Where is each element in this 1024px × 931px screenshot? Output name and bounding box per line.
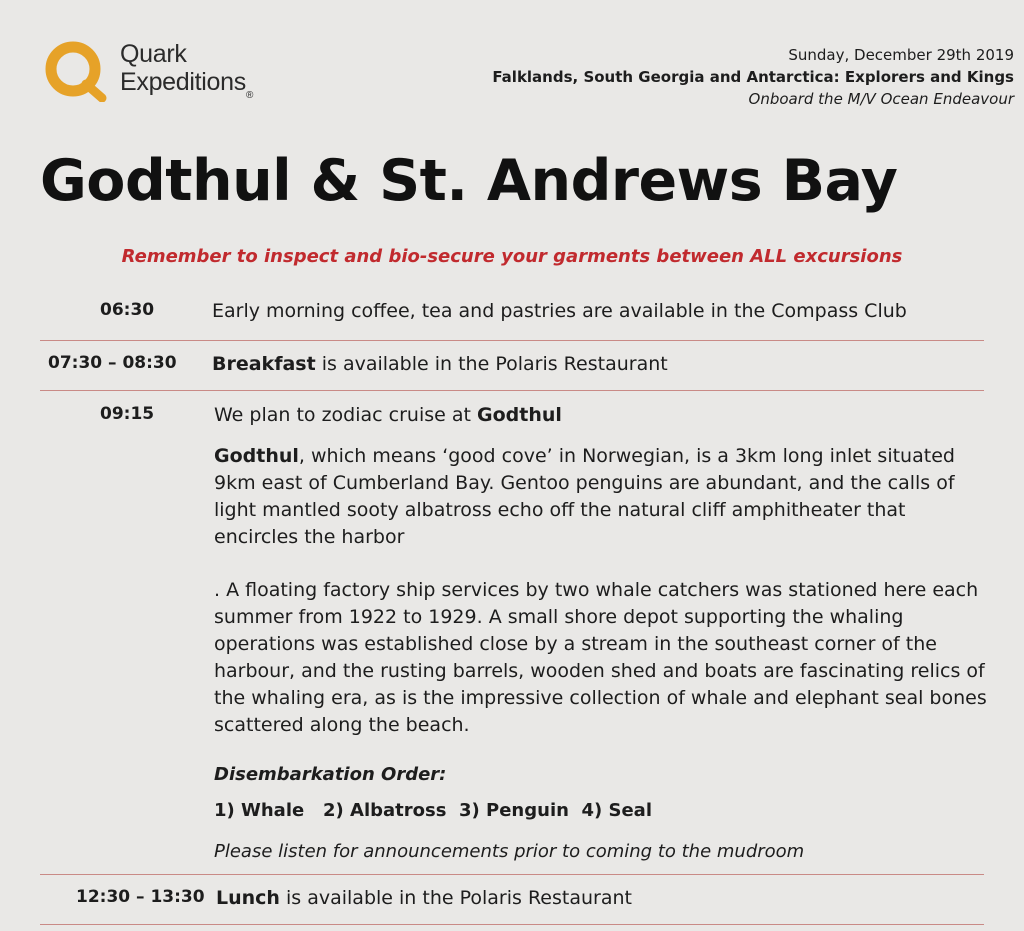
schedule-text: Breakfast is available in the Polaris Restaurant bbox=[212, 353, 668, 375]
order-group: 4) Seal bbox=[581, 800, 652, 821]
schedule-time: 09:15 bbox=[100, 404, 155, 424]
meal-name: Lunch bbox=[216, 887, 280, 909]
schedule-time: 07:30 – 08:30 bbox=[48, 353, 177, 373]
row-divider bbox=[40, 924, 984, 925]
disembarkation-heading: Disembarkation Order: bbox=[214, 764, 447, 785]
order-group: 3) Penguin bbox=[459, 800, 569, 821]
mudroom-note: Please listen for announcements prior to coming to the mudroom bbox=[214, 841, 805, 862]
schedule-text: Early morning coffee, tea and pastries are available in the Compass Club bbox=[212, 300, 907, 322]
meal-name: Breakfast bbox=[212, 353, 316, 375]
quark-logo bbox=[42, 36, 282, 106]
page-title: Godthul & St. Andrews Bay bbox=[40, 148, 898, 214]
godthul-history: . A floating factory ship services by two whale catchers was stationed here each summer from 1922 to 1929. A small shore depot supporting the whaling operations was established close by a stream in the southeast corner of the harbour, and the rusting barrels, wooden shed and boats are fascinating relics of the whaling era, as is the impressive collection of whale and elephant seal bones scattered along the beach. bbox=[214, 579, 987, 736]
godthul-description: Godthul, which means ‘good cove’ in Norwegian, is a 3km long inlet situated 9km east of Cumberland Bay. Gentoo penguins are abundant, and the calls of light mantled sooty albatross echo off the natural cliff amphitheater that encircles the harbor bbox=[214, 445, 955, 548]
header-date: Sunday, December 29th 2019 bbox=[788, 46, 1014, 64]
registered-mark: ® bbox=[245, 90, 254, 101]
row-divider bbox=[40, 874, 984, 875]
header-info bbox=[492, 44, 1014, 110]
location-name: Godthul bbox=[477, 404, 562, 426]
schedule-time: 12:30 – 13:30 bbox=[76, 887, 205, 907]
header-trip-name: Falklands, South Georgia and Antarctica: Explorers and Kings bbox=[492, 68, 1014, 86]
row-divider bbox=[40, 340, 984, 341]
quark-q-logo-icon bbox=[42, 36, 108, 102]
godthul-name: Godthul bbox=[214, 445, 299, 467]
order-group: 1) Whale bbox=[214, 800, 305, 821]
row-divider bbox=[40, 390, 984, 391]
schedule-time: 06:30 bbox=[100, 300, 155, 320]
schedule-text: Lunch is available in the Polaris Restaurant bbox=[216, 887, 632, 909]
disembarkation-order bbox=[214, 797, 994, 824]
brand-name-line1: Quark bbox=[120, 40, 187, 68]
biosecurity-reminder: Remember to inspect and bio-secure your garments between ALL excursions bbox=[121, 246, 903, 267]
order-group: 2) Albatross bbox=[323, 800, 447, 821]
schedule-text: We plan to zodiac cruise at Godthul bbox=[214, 404, 562, 426]
brand-name-line2: Expeditions® bbox=[120, 68, 254, 101]
header-ship: Onboard the M/V Ocean Endeavour bbox=[748, 90, 1014, 108]
